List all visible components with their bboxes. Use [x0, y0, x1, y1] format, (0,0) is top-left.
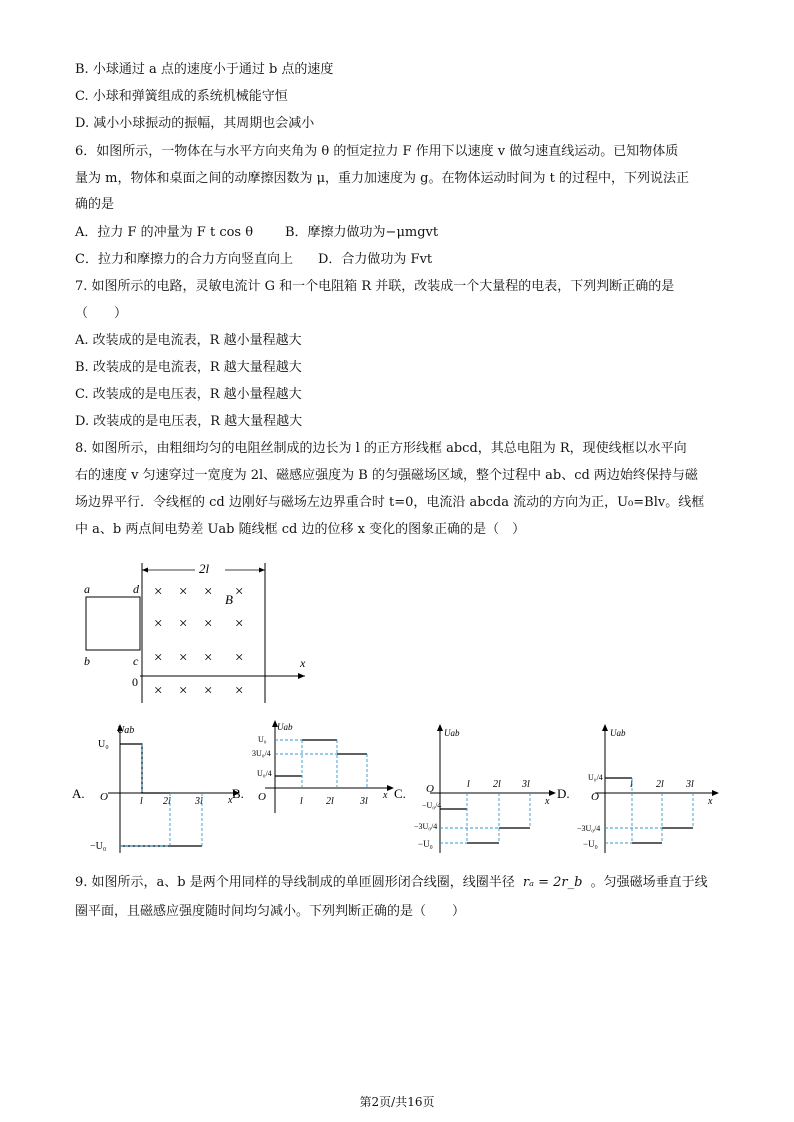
x-axis-label: x	[708, 796, 713, 807]
field-cross: ×	[179, 650, 188, 666]
tick-3l: 3l	[522, 779, 530, 790]
tick-2l: 2l	[326, 796, 334, 807]
field-label-b: B	[225, 592, 233, 607]
corner-d: d	[133, 582, 139, 596]
origin-label: O	[591, 791, 599, 803]
q5-option-b: B. 小球通过 a 点的速度小于通过 b 点的速度	[75, 62, 334, 77]
tick-neg-u0: −U₀	[90, 841, 107, 852]
y-axis-label: Uab	[610, 728, 626, 738]
y-axis-label: Uab	[117, 725, 135, 736]
tick-neg-u0-4: −U₀/4	[422, 801, 442, 810]
field-cross: ×	[204, 650, 213, 666]
graph-line	[120, 744, 170, 793]
x-axis-label: x	[228, 795, 233, 806]
field-cross: ×	[179, 584, 188, 600]
y-axis-label: Uab	[277, 722, 293, 732]
tick-neg-u0: −U₀	[583, 839, 598, 849]
q8-field-figure	[75, 555, 315, 710]
field-cross: ×	[179, 616, 188, 632]
tick-3l: 3l	[360, 796, 368, 807]
origin-label: O	[258, 791, 266, 803]
field-cross: ×	[179, 683, 188, 699]
q6-option-b: B．摩擦力做功为−μmgvt	[285, 225, 439, 240]
choice-label-a: A.	[72, 786, 85, 801]
choice-label-c: C.	[394, 786, 406, 801]
tick-neg-3u0-4: −3U₀/4	[577, 824, 601, 833]
q6-option-d: D．合力做功为 Fvt	[318, 252, 433, 267]
q8-graph-b	[230, 718, 400, 863]
q9-stem-line1-pre: 9. 如图所示，a、b 是两个用同样的导线制成的单匝圆形闭合线圈，线圈半径	[75, 875, 515, 890]
corner-b: b	[84, 654, 90, 668]
q9-stem-line1	[75, 874, 708, 892]
q6-stem-line1: 6．如图所示，一物体在与水平方向夹角为 θ 的恒定拉力 F 作用下以速度 v 做匀速直线运动。已知物体质	[75, 144, 679, 159]
q8-stem-line3: 场边界平行．令线框的 cd 边刚好与磁场左边界重合时 t=0，电流沿 abcda 流动的方向为正，U₀=Blv。线框	[75, 495, 705, 510]
square-frame	[86, 597, 140, 650]
origin-label: O	[426, 783, 434, 795]
field-cross: ×	[235, 650, 244, 666]
tick-l: l	[140, 796, 143, 807]
choice-label-b: B.	[232, 786, 244, 801]
tick-u0: U₀	[258, 735, 267, 744]
tick-u0-4: U₀/4	[588, 773, 603, 782]
field-cross: ×	[204, 616, 213, 632]
field-cross: ×	[204, 683, 213, 699]
tick-u0: U₀	[98, 739, 109, 750]
q8-stem-line1: 8. 如图所示，由粗细均匀的电阻丝制成的边长为 l 的正方形线框 abcd，其总电阻为 R，现使线框以水平向	[75, 441, 687, 456]
tick-2l: 2l	[656, 779, 664, 790]
tick-3l: 3l	[195, 796, 203, 807]
tick-3u0-4: 3U₀/4	[252, 749, 271, 758]
q9-stem-line1-post: 。匀强磁场垂直于线	[590, 875, 708, 890]
field-cross: ×	[235, 584, 244, 600]
q8-stem-line4: 中 a、b 两点间电势差 Uab 随线框 cd 边的位移 x 变化的图象正确的是（ ）	[75, 522, 526, 537]
corner-c: c	[133, 654, 139, 668]
tick-l: l	[467, 779, 470, 790]
width-label: 2l	[199, 561, 210, 576]
q7-stem-line2: （ ）	[75, 306, 128, 321]
tick-2l: 2l	[163, 796, 171, 807]
q8-graph-c	[392, 718, 567, 863]
field-cross: ×	[154, 616, 163, 632]
tick-3l: 3l	[686, 779, 694, 790]
q8-stem-line2: 右的速度 v 匀速穿过一宽度为 2l、磁感应强度为 B 的匀强磁场区域，整个过程中 ab、cd 两边始终保持与磁	[75, 468, 698, 483]
q9-radius-formula: rₐ = 2r_b	[522, 875, 583, 890]
q6-stem-line3: 确的是	[75, 197, 115, 212]
q8-graph-a	[70, 718, 245, 863]
q7-option-b: B. 改装成的是电流表，R 越大量程越大	[75, 360, 302, 375]
field-cross: ×	[154, 584, 163, 600]
x-axis-label: x	[545, 796, 550, 807]
field-cross: ×	[204, 584, 213, 600]
q5-option-c: C. 小球和弹簧组成的系统机械能守恒	[75, 89, 288, 104]
q7-stem-line1: 7. 如图所示的电路，灵敏电流计 G 和一个电阻箱 R 并联，改装成一个大量程的电表，下列判断正确的是	[75, 279, 675, 294]
q9-stem-line2: 圈平面，且磁感应强度随时间均匀减小。下列判断正确的是（ ）	[75, 904, 466, 919]
tick-neg-3u0-4: −3U₀/4	[414, 822, 438, 831]
x-axis-label: x	[300, 656, 306, 670]
field-cross: ×	[154, 683, 163, 699]
corner-a: a	[84, 582, 90, 596]
field-cross: ×	[235, 616, 244, 632]
x-axis-label: x	[383, 790, 388, 801]
q8-graph-d	[555, 718, 730, 863]
tick-2l: 2l	[493, 779, 501, 790]
origin-label: O	[100, 791, 108, 803]
field-cross: ×	[154, 650, 163, 666]
field-cross: ×	[235, 683, 244, 699]
q6-stem-line2: 量为 m，物体和桌面之间的动摩擦因数为 μ，重力加速度为 g。在物体运动时间为 t 的过程中，下列说法正	[75, 171, 689, 186]
q5-option-d: D. 减小小球振动的振幅，其周期也会减小	[75, 116, 315, 131]
origin-label: 0	[132, 675, 138, 689]
tick-u0-4: U₀/4	[257, 769, 272, 778]
q7-option-d: D. 改装成的是电压表，R 越大量程越大	[75, 414, 303, 429]
tick-l: l	[300, 796, 303, 807]
q6-option-c: C．拉力和摩擦力的合力方向竖直向上	[75, 252, 293, 267]
tick-l: l	[630, 779, 633, 790]
q6-option-a: A．拉力 F 的冲量为 F t cos θ	[75, 225, 254, 240]
tick-neg-u0: −U₀	[418, 839, 433, 849]
q7-option-c: C. 改装成的是电压表，R 越小量程越大	[75, 387, 302, 402]
choice-label-d: D.	[557, 786, 570, 801]
page-footer: 第2页/共16页	[359, 1095, 435, 1109]
q7-option-a: A. 改装成的是电流表，R 越小量程越大	[75, 333, 302, 348]
y-axis-label: Uab	[444, 728, 460, 738]
